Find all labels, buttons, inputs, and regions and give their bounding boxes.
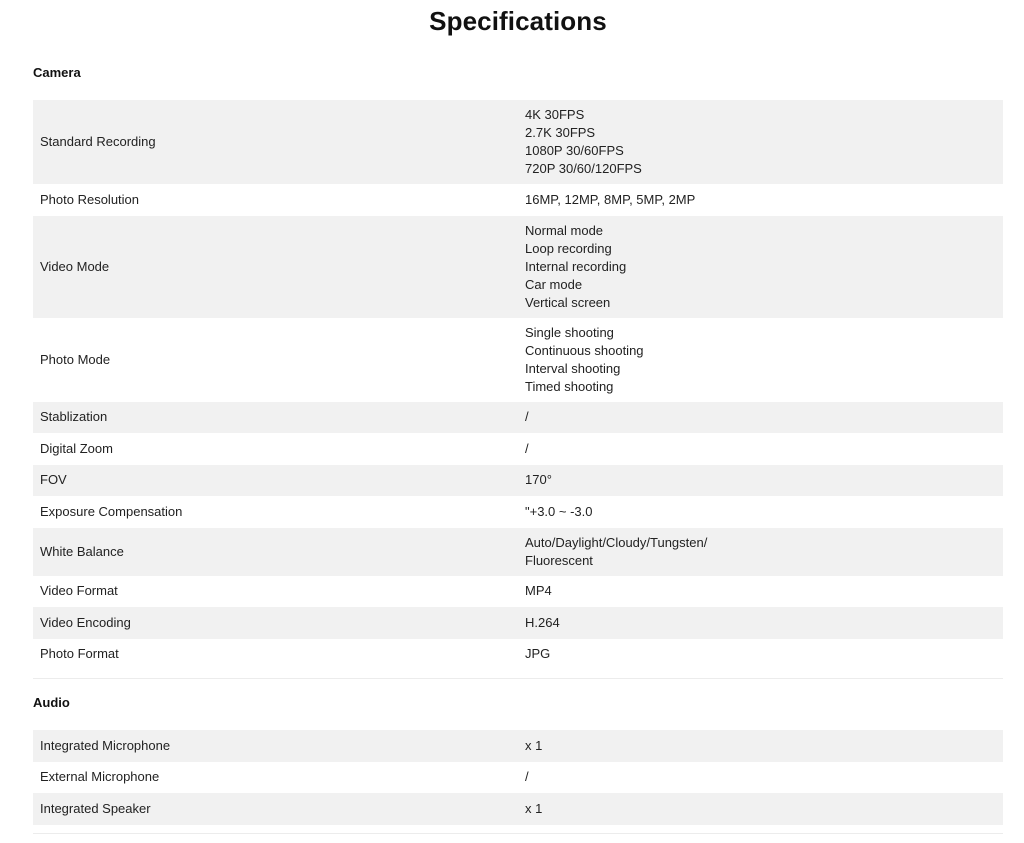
page-title: Specifications — [429, 6, 607, 36]
spec-value — [518, 528, 1003, 576]
audio-section — [33, 690, 1003, 834]
spec-row — [33, 184, 1003, 216]
audio-spec-table — [33, 730, 1003, 825]
spec-value-line: Timed shooting — [525, 378, 614, 394]
spec-row — [33, 402, 1003, 434]
spec-label: Photo Resolution — [40, 191, 140, 207]
spec-value-line: MP4 — [525, 583, 552, 599]
audio-section-heading: Audio — [33, 695, 70, 710]
spec-label: Video Format — [40, 583, 118, 599]
spec-value-line: 170° — [525, 472, 552, 488]
spec-value — [518, 607, 1003, 639]
camera-spec-table — [33, 100, 1003, 670]
spec-value — [518, 730, 1003, 762]
spec-row — [33, 318, 1003, 402]
spec-label: Digital Zoom — [40, 440, 113, 456]
spec-row — [33, 465, 1003, 497]
spec-label: Standard Recording — [33, 100, 518, 184]
audio-spec-rows — [33, 730, 1003, 825]
spec-row — [33, 607, 1003, 639]
spec-value-line: / — [525, 409, 529, 425]
spec-value-line: / — [525, 769, 529, 785]
spec-value-line: Single shooting — [525, 324, 614, 340]
spec-value-line: H.264 — [525, 614, 560, 630]
spec-value — [518, 100, 1003, 184]
spec-label: White Balance — [33, 528, 518, 576]
spec-row — [33, 528, 1003, 576]
spec-label: Photo Mode — [40, 351, 111, 367]
spec-value-line: 1080P 30/60FPS — [525, 143, 624, 158]
spec-value-line: x 1 — [525, 737, 543, 753]
spec-value-line: x 1 — [525, 800, 543, 816]
spec-value-line: Loop recording — [525, 240, 612, 256]
spec-label: Photo Format — [40, 646, 119, 662]
spec-label: Exposure Compensation — [40, 503, 183, 519]
camera-section — [33, 60, 1003, 679]
audio-section-divider — [33, 833, 1003, 834]
spec-value-line: JPG — [525, 646, 551, 662]
spec-value-line: 2.7K 30FPS — [525, 125, 596, 140]
spec-label: Integrated Microphone — [33, 730, 518, 762]
spec-value-line: 4K 30FPS — [525, 107, 585, 122]
spec-value-line: Car mode — [525, 276, 583, 292]
spec-value — [518, 496, 1003, 528]
spec-value-line: Auto/Daylight/Cloudy/Tungsten/ — [525, 534, 708, 550]
spec-value-line: 720P 30/60/120FPS — [525, 161, 642, 176]
spec-row — [33, 216, 1003, 318]
camera-section-heading: Camera — [33, 65, 81, 80]
spec-row — [33, 496, 1003, 528]
spec-row — [33, 793, 1003, 825]
spec-value — [518, 318, 1003, 402]
spec-label: External Microphone — [40, 769, 160, 785]
spec-value — [518, 762, 1003, 794]
spec-value-line: Interval shooting — [525, 360, 621, 376]
spec-label: Stablization — [33, 402, 518, 434]
spec-row — [33, 639, 1003, 671]
spec-value-line: 16MP, 12MP, 8MP, 5MP, 2MP — [525, 191, 696, 207]
spec-value — [518, 639, 1003, 671]
spec-value-line: Normal mode — [525, 222, 604, 238]
spec-value-line: Internal recording — [525, 258, 627, 274]
spec-value — [518, 465, 1003, 497]
spec-value — [518, 576, 1003, 608]
spec-row — [33, 576, 1003, 608]
spec-label: Video Encoding — [33, 607, 518, 639]
spec-label: Integrated Speaker — [33, 793, 518, 825]
spec-value — [518, 433, 1003, 465]
spec-row — [33, 100, 1003, 184]
spec-value — [518, 216, 1003, 318]
spec-value-line: "+3.0 ~ -3.0 — [525, 503, 593, 519]
spec-row — [33, 762, 1003, 794]
spec-value-line: Vertical screen — [525, 294, 611, 310]
spec-row — [33, 730, 1003, 762]
spec-value — [518, 184, 1003, 216]
spec-value-line: Continuous shooting — [525, 342, 644, 358]
spec-value — [518, 402, 1003, 434]
camera-section-divider — [33, 678, 1003, 679]
spec-row — [33, 433, 1003, 465]
spec-value — [518, 793, 1003, 825]
spec-label: FOV — [33, 465, 518, 497]
spec-label: Video Mode — [33, 216, 518, 318]
spec-value-line: / — [525, 440, 529, 456]
spec-value-line: Fluorescent — [525, 552, 593, 568]
camera-spec-rows — [33, 100, 1003, 670]
